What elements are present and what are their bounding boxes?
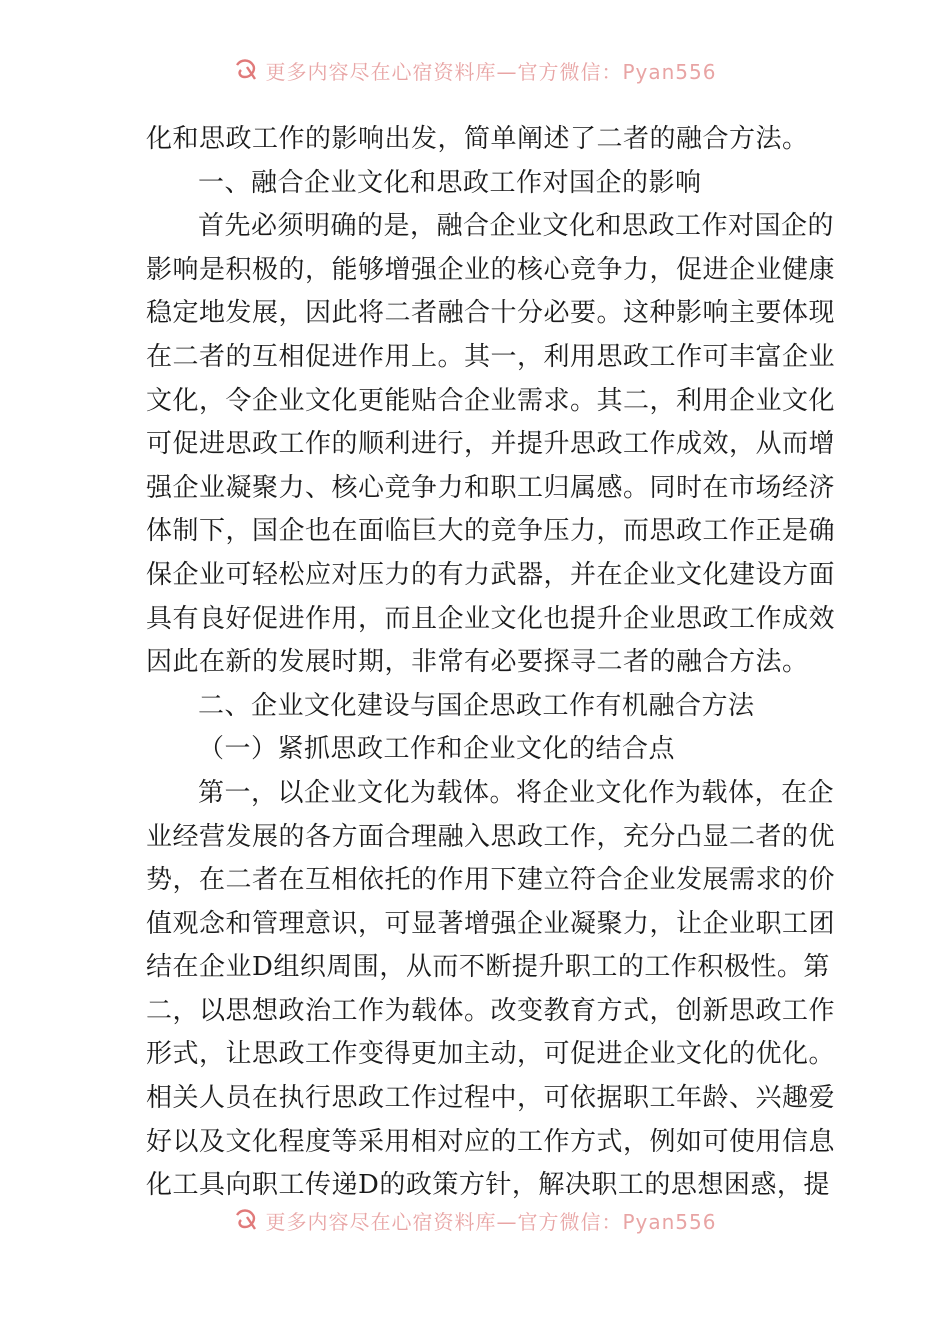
text-line: 业经营发展的各方面合理融入思政工作，充分凸显二者的优 <box>146 821 836 852</box>
watermark-bottom <box>0 1200 950 1240</box>
text-line: 二，以思想政治工作为载体。改变教育方式，创新思政工作 <box>146 995 836 1026</box>
text-line: 首先必须明确的是，融合企业文化和思政工作对国企的 <box>198 211 835 242</box>
watermark-top <box>0 50 950 90</box>
text-line: 具有良好促进作用，而且企业文化也提升企业思政工作成效 <box>146 603 836 634</box>
watermark-text: 更多内容尽在心宿资料库—官方微信：Pyan556 <box>265 1209 717 1234</box>
text-line: 保企业可轻松应对压力的有力武器，并在企业文化建设方面 <box>146 559 836 590</box>
text-line: 第一，以企业文化为载体。将企业文化作为载体，在企 <box>198 777 835 808</box>
text-line: 影响是积极的，能够增强企业的核心竞争力，促进企业健康 <box>146 254 836 285</box>
text-line: 相关人员在执行思政工作过程中，可依据职工年龄、兴趣爱 <box>146 1083 836 1114</box>
text-line: 强企业凝聚力、核心竞争力和职工归属感。同时在市场经济 <box>146 472 836 503</box>
text-line: 文化，令企业文化更能贴合企业需求。其二，利用企业文化 <box>146 385 836 416</box>
text-line: 结在企业D组织周围，从而不断提升职工的工作积极性。第 <box>146 952 830 983</box>
text-line: 值观念和管理意识，可显著增强企业凝聚力，让企业职工团 <box>146 908 836 939</box>
watermark-text: 更多内容尽在心宿资料库—官方微信：Pyan556 <box>265 59 717 84</box>
text-line: 稳定地发展，因此将二者融合十分必要。这种影响主要体现 <box>146 298 836 329</box>
text-line: 一、融合企业文化和思政工作对国企的影响 <box>198 167 702 198</box>
text-line: 因此在新的发展时期，非常有必要探寻二者的融合方法。 <box>146 647 809 678</box>
logo-icon <box>233 57 259 83</box>
document-body <box>146 118 836 1208</box>
logo-icon <box>233 1207 259 1233</box>
text-line: 化和思政工作的影响出发，简单阐述了二者的融合方法。 <box>146 124 809 154</box>
text-line: （一）紧抓思政工作和企业文化的结合点 <box>198 734 676 765</box>
text-line: 可促进思政工作的顺利进行，并提升思政工作成效，从而增 <box>146 429 836 460</box>
text-line: 化工具向职工传递D的政策方针，解决职工的思想困惑，提 <box>146 1170 830 1201</box>
text-line: 二、企业文化建设与国企思政工作有机融合方法 <box>198 690 755 721</box>
text-line: 在二者的互相促进作用上。其一，利用思政工作可丰富企业 <box>146 341 836 372</box>
text-line: 势，在二者在互相依托的作用下建立符合企业发展需求的价 <box>146 865 836 896</box>
text-line: 好以及文化程度等采用相对应的工作方式，例如可使用信息 <box>146 1126 836 1157</box>
text-line: 形式，让思政工作变得更加主动，可促进企业文化的优化。 <box>146 1039 836 1070</box>
text-line: 体制下，国企也在面临巨大的竞争压力，而思政工作正是确 <box>146 516 836 547</box>
